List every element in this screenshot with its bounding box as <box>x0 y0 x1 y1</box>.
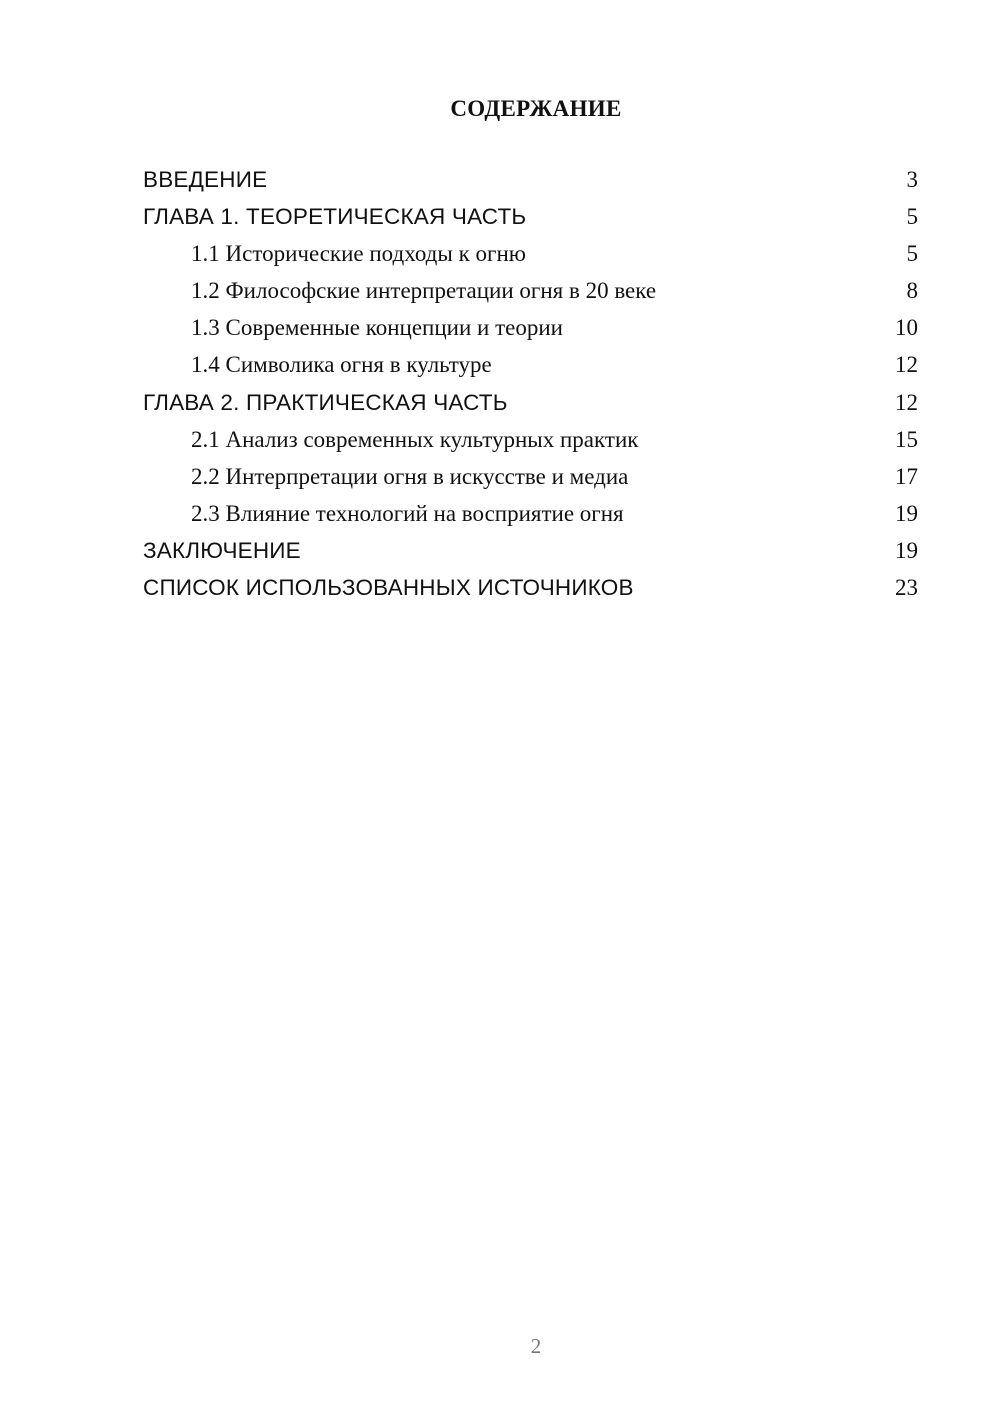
toc-entry-section-2-1 <box>143 427 918 464</box>
toc-entry-page: 19 <box>895 537 918 563</box>
toc-entry-page: 3 <box>906 167 918 192</box>
toc-title: СОДЕРЖАНИЕ <box>450 96 622 121</box>
toc-entry-conclusion <box>143 538 918 575</box>
toc-entry-label: ВВЕДЕНИЕ <box>143 167 268 192</box>
toc-entry-chapter-1 <box>143 204 918 241</box>
toc-entry-page: 15 <box>895 426 918 452</box>
toc-entry-label: 2.3 Влияние технологий на восприятие огня <box>191 500 624 526</box>
toc-entry-label: 1.2 Философские интерпретации огня в 20 веке <box>191 278 657 304</box>
toc-entry-section-1-1 <box>143 241 918 278</box>
toc-entry-section-2-2 <box>143 464 918 501</box>
toc-entry-page: 5 <box>906 241 918 267</box>
toc-entry-section-1-3 <box>143 315 918 352</box>
toc-entry-page: 10 <box>895 315 918 341</box>
toc-entry-label: ЗАКЛЮЧЕНИЕ <box>143 537 301 563</box>
toc-entry-chapter-2 <box>143 390 918 427</box>
toc-entry-references <box>143 575 918 612</box>
toc-entry-label: 1.3 Современные концепции и теории <box>191 315 563 341</box>
page-number: 2 <box>530 1334 542 1358</box>
toc-entry-label: СПИСОК ИСПОЛЬЗОВАННЫХ ИСТОЧНИКОВ <box>143 575 634 601</box>
toc-entry-label: 1.4 Символика огня в культуре <box>191 352 492 378</box>
toc-entry-page: 12 <box>895 352 918 378</box>
toc-entry-section-1-4 <box>143 352 918 389</box>
toc-entry-page: 23 <box>895 575 918 601</box>
toc-entry-introduction <box>143 167 918 204</box>
toc-entry-page: 19 <box>895 500 918 526</box>
toc-entry-page: 12 <box>895 389 918 415</box>
toc-entry-label: 2.2 Интерпретации огня в искусстве и медиа <box>191 463 629 489</box>
toc-entry-page: 17 <box>895 463 918 489</box>
toc-entry-section-2-3 <box>143 501 918 538</box>
toc-entry-label: 1.1 Исторические подходы к огню <box>191 241 526 267</box>
table-of-contents <box>143 167 918 612</box>
toc-entry-page: 8 <box>906 278 918 304</box>
toc-entry-section-1-2 <box>143 278 918 315</box>
toc-entry-label: 2.1 Анализ современных культурных практик <box>191 426 639 452</box>
toc-entry-label: ГЛАВА 1. ТЕОРЕТИЧЕСКАЯ ЧАСТЬ <box>143 204 527 230</box>
toc-entry-page: 5 <box>906 204 918 230</box>
toc-entry-label: ГЛАВА 2. ПРАКТИЧЕСКАЯ ЧАСТЬ <box>143 389 508 415</box>
